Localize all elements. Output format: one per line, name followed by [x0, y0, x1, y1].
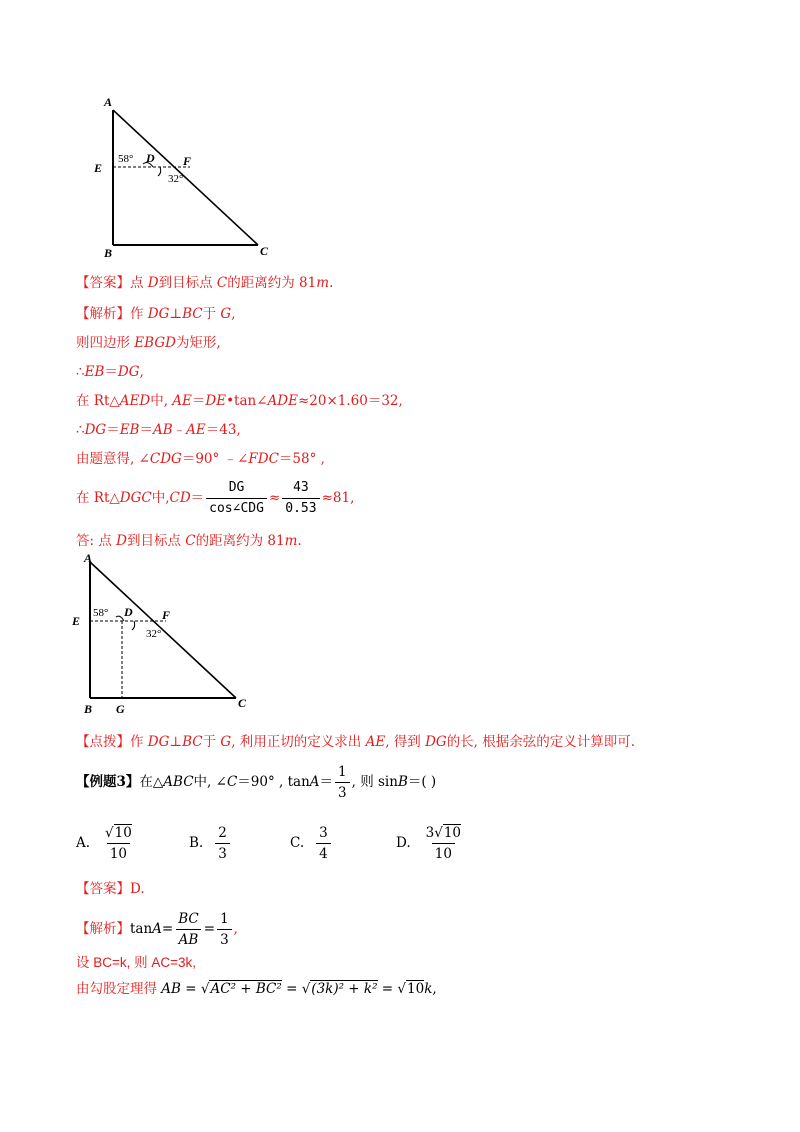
analysis-line-7: 在 Rt△ DGC 中, CD ＝ $\frac{DG}{\text{cos∠CDG}}$ ≈ $\frac{43}{0.53}$ ≈81, — [76, 479, 355, 516]
label-G-2: G — [116, 702, 125, 716]
angle-32-2: 32° — [146, 628, 162, 640]
answer-3: 【答案】D. — [76, 881, 145, 897]
analysis-line-2: 则四边形 EBGD为矩形, — [76, 335, 221, 351]
analysis-line-1: 【解析】作 DG⊥BC于 G, — [76, 306, 236, 322]
label-D-2: D — [124, 605, 133, 619]
example-3-question: 【例题3】 在△ ABC 中, ∠ C ＝90° , tan A ＝ $\frac{1}{3}$ , 则 sin B ＝( ) — [76, 763, 437, 801]
angle-32: 32° — [168, 173, 184, 185]
label-F: F — [183, 154, 192, 168]
label-B-2: B — [84, 702, 93, 716]
analysis-line-3: ∴EB＝DG, — [76, 364, 144, 380]
option-d[interactable]: D. $\frac{3√10}{10}$ — [396, 824, 462, 862]
analysis-3-line-3: 由勾股定理得 AB = √AC² + BC² = √(3k)² + k² = √10k, — [76, 981, 437, 997]
label-B: B — [104, 246, 113, 260]
analysis-line-4: 在 Rt△AED中, AE＝DE•tan∠ADE≈20×1.60＝32, — [76, 393, 403, 409]
label-D: D — [146, 151, 155, 165]
analysis-line-8: 答: 点 D到目标点 C的距离约为 81m. — [76, 533, 302, 549]
fraction-dg-cos: $\frac{DG}{\text{cos∠CDG}}$ — [206, 479, 267, 518]
analysis-3-line-2: 设 BC=k, 则 AC=3k, — [76, 955, 197, 970]
option-c[interactable]: C. $\frac{3}{4}$ — [290, 820, 333, 866]
analysis-line-5: ∴DG＝EB＝AB﹣AE＝43, — [76, 422, 241, 438]
analysis-3-line-1: 【解析】 tan A = $\frac{BC}{AB}$ = $\frac{1}{3}$ , — [76, 910, 238, 948]
angle-58: 58° — [118, 153, 134, 165]
option-b[interactable]: B. $\frac{2}{3}$ — [189, 820, 232, 866]
fraction-1-3-b: $\frac{1}{3}$ — [217, 910, 232, 949]
label-A-2: A — [84, 551, 93, 565]
fraction-1-3: $\frac{1}{3}$ — [335, 763, 350, 802]
figure-triangle-2 — [66, 550, 266, 720]
label-C-2: C — [238, 696, 247, 710]
fraction-43-053: $\frac{43}{0.53}$ — [282, 479, 319, 518]
figure-triangle-1 — [80, 90, 290, 260]
fraction-bc-ab: $\frac{BC}{AB}$ — [175, 910, 202, 949]
label-F-2: F — [162, 608, 171, 622]
option-a[interactable]: A. $\frac{√10}{10}$ — [76, 824, 132, 862]
label-C: C — [260, 244, 269, 258]
analysis-line-6: 由题意得, ∠CDG＝90° ﹣∠FDC＝58° , — [76, 451, 325, 467]
label-A: A — [104, 95, 113, 109]
label-E: E — [94, 161, 103, 175]
answer-1: 【答案】点 D到目标点 C的距离约为 81m. — [76, 275, 334, 291]
angle-58-2: 58° — [93, 607, 109, 619]
tip-line: 【点拨】作 DG⊥BC于 G, 利用正切的定义求出 AE, 得到 DG的长, 根据余弦的定义计算即可. — [76, 734, 636, 750]
label-E-2: E — [72, 614, 81, 628]
